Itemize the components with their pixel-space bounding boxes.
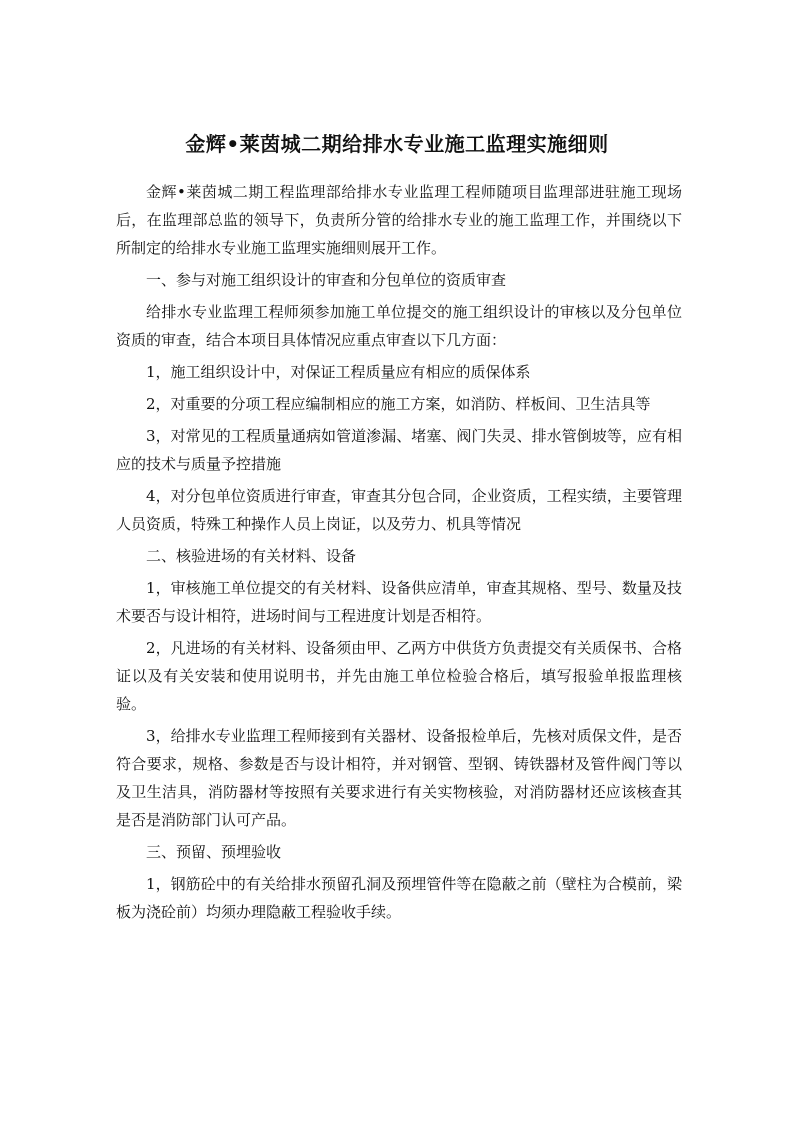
list-item: 4，对分包单位资质进行审查，审查其分包合同，企业资质，工程实绩，主要管理人员资质，特殊工种操作人员上岗证，以及劳力、机具等情况 [116, 487, 682, 533]
list-item: 3，对常见的工程质量通病如管道渗漏、堵塞、阀门失灵、排水管倒坡等，应有相应的技术与质量予控措施 [116, 427, 682, 473]
list-item: 2，凡进场的有关材料、设备须由甲、乙两方中供货方负责提交有关质保书、合格证以及有关安装和使用说明书，并先由施工单位检验合格后，填写报验单报监理核验。 [116, 639, 682, 713]
list-item: 1，施工组织设计中，对保证工程质量应有相应的质保体系 [146, 363, 531, 381]
list-item: 1，审核施工单位提交的有关材料、设备供应清单，审查其规格、型号、数量及技术要否与设计相符，进场时间与工程进度计划是否相符。 [116, 579, 682, 625]
section-heading-3: 三、预留、预埋验收 [146, 843, 282, 861]
intro-paragraph: 金辉•莱茵城二期工程监理部给排水专业监理工程师随项目监理部进驻施工现场后，在监理部总监的领导下，负责所分管的给排水专业的施工监理工作，并围绕以下所制定的给排水专业施工监理实施细则展开工作。 [116, 183, 682, 257]
list-item: 3，给排水专业监理工程师接到有关器材、设备报检单后，先核对质保文件，是否符合要求，规格、参数是否与设计相符，并对钢管、型钢、铸铁器材及管件阀门等以及卫生洁具，消防器材等按照有关要求进行有关实物核验，对消防器材还应该核查其是否是消防部门认可产品。 [116, 727, 682, 829]
section-heading-2: 二、核验进场的有关材料、设备 [146, 547, 357, 565]
list-item: 2，对重要的分项工程应编制相应的施工方案，如消防、样板间、卫生洁具等 [146, 395, 651, 413]
paragraph: 给排水专业监理工程师须参加施工单位提交的施工组织设计的审核以及分包单位资质的审查，结合本项目具体情况应重点审查以下几方面： [116, 303, 682, 349]
section-heading-1: 一、参与对施工组织设计的审查和分包单位的资质审查 [146, 271, 507, 289]
document-body [116, 178, 682, 930]
document-title: 金辉•莱茵城二期给排水专业施工监理实施细则 [185, 132, 609, 156]
list-item: 1，钢筋砼中的有关给排水预留孔洞及预埋管件等在隐蔽之前（壁柱为合模前，梁板为浇砼前）均须办理隐蔽工程验收手续。 [116, 875, 682, 921]
